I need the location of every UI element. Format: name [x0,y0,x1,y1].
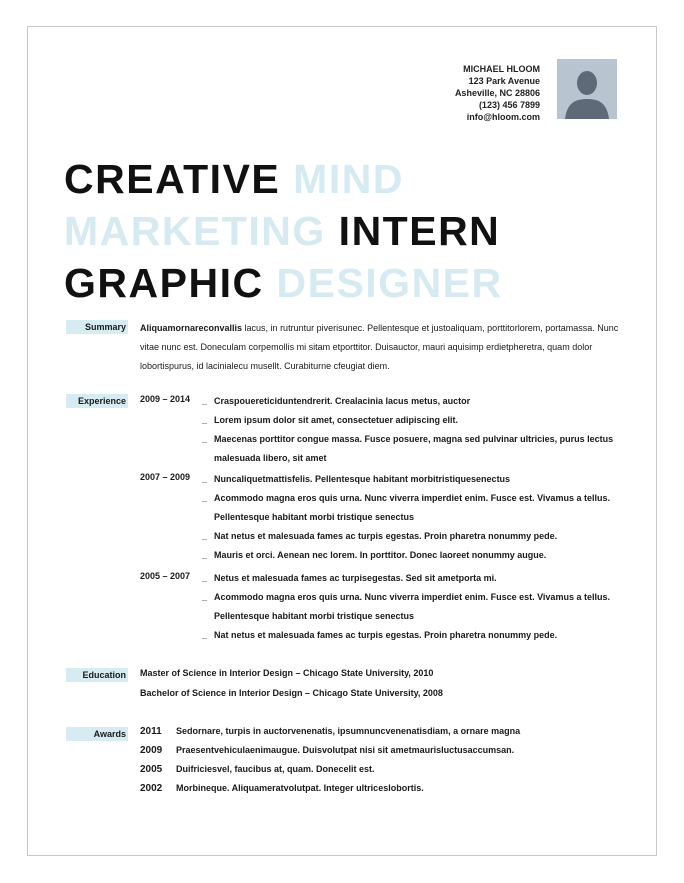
education-item: Master of Science in Interior Design – Chicago State University, 2010 [140,668,434,678]
award-year: 2009 [140,745,163,756]
award-text: Duifriciesvel, faucibus at, quam. Donecelit est. [176,764,375,774]
contact-street: 123 Park Avenue [468,76,540,86]
job-years: 2005 – 2007 [140,571,191,581]
job-bullet: _ Netus et malesuada fames ac turpisegestas. Sed sit ametporta mi. [202,573,497,583]
headline [64,153,503,309]
education-label: Education [66,668,128,682]
job-bullet: _ Mauris et orci. Aenean nec lorem. In porttitor. Donec laoreet nonummy augue. [202,550,547,560]
summary-body: lacus, in rutruntur piverisunec. Pellentesque et justoaliquam, porttitorlorem, portamassa. Nunc vitae nunc est. Doneculam corpemollis mi sitam etporttitor. Duisauctor, mauri aquisimp erdietpheretra, quam dolor lobortispurus, id lacinialecu musellt. Curabiturne cfeugiat diem. [140,323,619,371]
education-item: Bachelor of Science in Interior Design – Chicago State University, 2008 [140,688,443,698]
award-year: 2005 [140,764,163,775]
resume-page [27,26,657,856]
job-years: 2007 – 2009 [140,472,191,482]
award-text: Sedornare, turpis in auctorvenenatis, ipsumnuncvenenatisdiam, a ornare magna [176,726,521,736]
award-text: Morbineque. Aliquameratvolutpat. Integer ultriceslobortis. [176,783,424,793]
headline-word: MARKETING [64,208,326,254]
job-bullet: _ Acommodo magna eros quis urna. Nunc viverra imperdiet enim. Fusce est. Vivamus a tellus. Pellentesque habitant morbi tristique senectus [202,493,610,522]
award-year: 2002 [140,783,163,794]
job-bullet: _ Nuncaliquetmattisfelis. Pellentesque habitant morbitristiquesenectus [202,474,511,484]
job-bullet: _ Craspouereticiduntendrerit. Crealacinia lacus metus, auctor [202,396,471,406]
awards-label: Awards [66,727,128,741]
job-years: 2009 – 2014 [140,394,191,404]
person-silhouette-icon [557,59,617,119]
job-bullet: _ Nat netus et malesuada fames ac turpis egestas. Proin pharetra nonummy pede. [202,531,558,541]
summary-text [140,319,622,376]
headline-word: DESIGNER [276,260,503,306]
contact-phone: (123) 456 7899 [478,100,540,110]
job-bullet: _ Lorem ipsum dolor sit amet, consectetuer adipiscing elit. [202,415,459,425]
summary-lead: Aliquamornareconvallis [140,323,243,333]
contact-block [455,63,540,123]
headline-word: CREATIVE [64,156,281,202]
award-text: Praesentvehiculaenimaugue. Duisvolutpat nisi sit ametmaurisluctusaccumsan. [176,745,515,755]
headline-word: MIND [293,156,404,202]
job-bullet: _ Maecenas porttitor congue massa. Fusce posuere, magna sed pulvinar ultricies, purus lectus malesuada libero, sit amet [202,434,614,463]
summary-label: Summary [66,320,128,334]
experience-label: Experience [66,394,128,408]
job-bullet: _ Acommodo magna eros quis urna. Nunc viverra imperdiet enim. Fusce est. Vivamus a tellus. Pellentesque habitant morbi tristique senectus [202,592,610,621]
contact-city: Asheville, NC 28806 [454,88,540,98]
job-bullet: _ Nat netus et malesuada fames ac turpis egestas. Proin pharetra nonummy pede. [202,630,558,640]
award-year: 2011 [140,726,162,737]
contact-email: info@hloom.com [466,112,540,122]
contact-name: MICHAEL HLOOM [463,64,540,74]
headline-word: GRAPHIC [64,260,264,306]
headline-word: INTERN [338,208,501,254]
